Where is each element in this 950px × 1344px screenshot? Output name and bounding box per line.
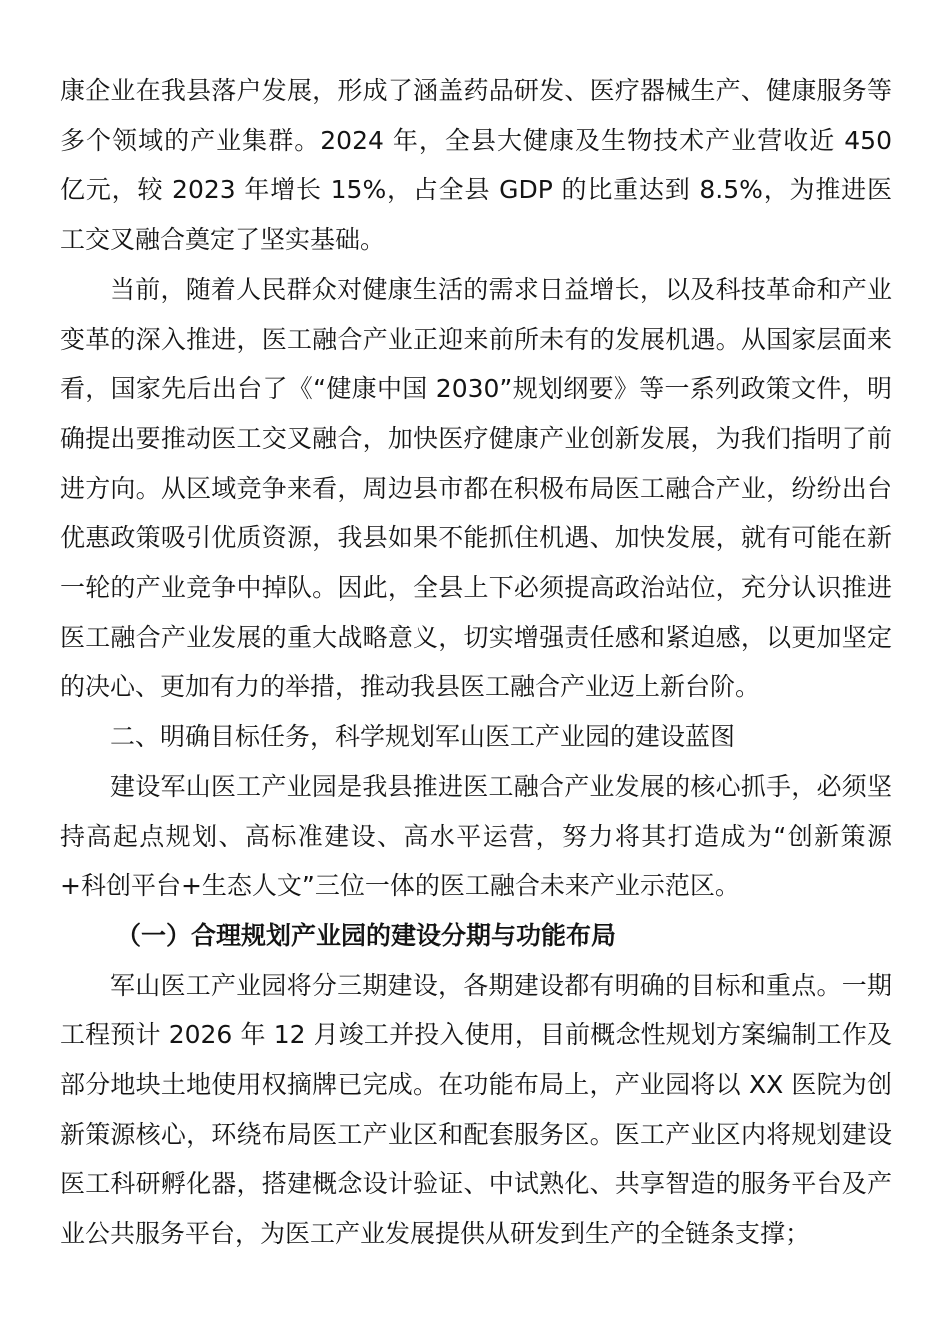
paragraph-phases-layout: 军山医工产业园将分三期建设，各期建设都有明确的目标和重点。一期工程预计 2026 年 12 月竣工并投入使用，目前概念性规划方案编制工作及部分地块土地使用权摘牌已完成。在功能布局上，产业园将以 XX 医院为创新策源核心，环绕布局医工产业区和配套服务区。医工产业区内将规划建设医工科研孵化器，搭建概念设计验证、中试熟化、共享智造的服务平台及产业公共服务平台，为医工产业发展提供从研发到生产的全链条支撑；	[60, 970, 892, 1249]
paragraph-continuation: 康企业在我县落户发展，形成了涵盖药品研发、医疗器械生产、健康服务等多个领域的产业集群。2024 年，全县大健康及生物技术产业营收近 450 亿元，较 2023 年增长 15%，占全县 GDP 的比重达到 8.5%，为推进医工交叉融合奠定了坚实基础。	[60, 76, 892, 255]
document-body	[60, 66, 892, 1259]
subsection-heading: （一）合理规划产业园的建设分期与功能布局	[116, 920, 617, 950]
paragraph-park-goal: 建设军山医工产业园是我县推进医工融合产业发展的核心抓手，必须坚持高起点规划、高标准建设、高水平运营，努力将其打造成为“创新策源+科创平台+生态人文”三位一体的医工融合未来产业示范区。	[60, 771, 892, 901]
section-heading: 二、明确目标任务，科学规划军山医工产业园的建设蓝图	[110, 722, 736, 752]
paragraph-opportunity: 当前，随着人民群众对健康生活的需求日益增长，以及科技革命和产业变革的深入推进，医工融合产业正迎来前所未有的发展机遇。从国家层面来看，国家先后出台了《“健康中国 2030”规划纲要》等一系列政策文件，明确提出要推动医工交叉融合，加快医疗健康产业创新发展，为我们指明了前进方向。从区域竞争来看，周边县市都在积极布局医工融合产业，纷纷出台优惠政策吸引优质资源，我县如果不能抓住机遇、加快发展，就有可能在新一轮的产业竞争中掉队。因此，全县上下必须提高政治站位，充分认识推进医工融合产业发展的重大战略意义，切实增强责任感和紧迫感，以更加坚定的决心、更加有力的举措，推动我县医工融合产业迈上新台阶。	[60, 274, 892, 702]
